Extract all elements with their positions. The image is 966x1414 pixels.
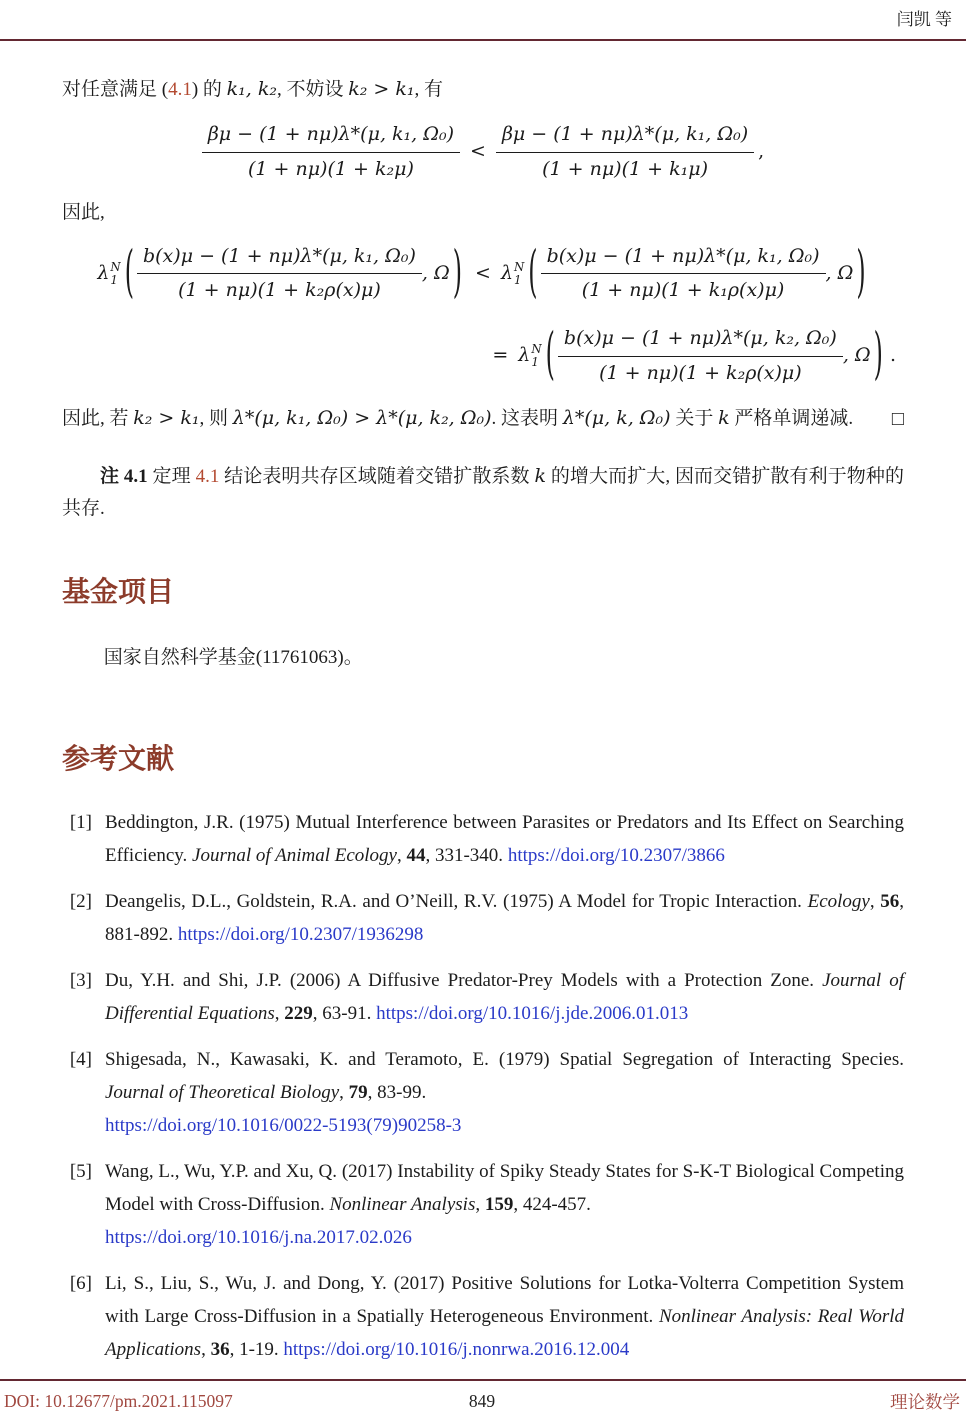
lambda-symbol: λ — [97, 261, 110, 284]
page-range: , 881-892. — [105, 891, 905, 946]
fraction — [558, 326, 843, 387]
big-left-paren: ( — [124, 238, 134, 305]
remark-text-2: 结论表明共存区域随着交错扩散系数 — [219, 465, 535, 487]
reference-citation: Du, Y.H. and Shi, J.P. (2006) A Diffusive Predator-Prey Models with a Protection Zone. — [105, 970, 823, 992]
journal-name: Ecology — [807, 891, 870, 913]
reference-number: [1] — [69, 812, 92, 834]
reference-text — [105, 885, 904, 951]
conclusion-math-3: λ*(μ, k, Ω₀) — [562, 406, 671, 429]
big-right-paren: ) — [856, 238, 866, 305]
conclusion-math-1: k₂ > k₁ — [133, 406, 200, 429]
lambda-operator — [518, 343, 541, 369]
page-range: , 424-457. — [513, 1194, 591, 1216]
denominator: (1 + nμ)(1 + k₁ρ(x)μ) — [581, 279, 785, 302]
remark-text-3: 的增大而扩大, 因而交错扩散有利于物种的共存. — [62, 465, 904, 519]
separator: , — [475, 1194, 485, 1216]
big-right-paren: ) — [873, 321, 883, 388]
reference-number: [3] — [69, 970, 92, 992]
big-left-paren: ( — [545, 321, 555, 388]
running-author: 闫凯 等 — [896, 10, 952, 29]
doi-link[interactable]: https://doi.org/10.1016/j.nonrwa.2016.12.004 — [283, 1339, 630, 1361]
doi-link[interactable]: https://doi.org/10.1016/j.na.2017.02.026 — [105, 1227, 412, 1249]
conclusion-text-3: . 这表明 — [491, 407, 563, 429]
intro-text-2: ) 的 — [191, 79, 227, 100]
intro-paragraph — [62, 75, 904, 104]
conclusion-text-4: 关于 — [670, 407, 719, 429]
equals-sign: = — [492, 344, 509, 367]
equation-ref-41[interactable]: 4.1 — [168, 79, 192, 100]
funding-section-heading: 基金项目 — [62, 576, 175, 608]
references-section-heading: 参考文献 — [62, 743, 175, 775]
intro-text-4: , 有 — [414, 79, 444, 100]
reference-citation: Wang, L., Wu, Y.P. and Xu, Q. (2017) Instability of Spiky Steady States for S-K-T Biological Competing Model with Cross-Diffusion. — [105, 1161, 904, 1216]
volume-number: 56 — [880, 891, 900, 913]
list-item — [62, 806, 904, 872]
omega-argument: , Ω — [842, 344, 871, 367]
display-equation-2 — [62, 238, 904, 305]
reference-citation: Beddington, J.R. (1975) Mutual Interference between Parasites or Predators and Its Effect on Searching Efficiency. — [105, 812, 904, 867]
lambda-subscript: 1 — [514, 272, 522, 287]
page-footer — [0, 1379, 966, 1414]
lambda-symbol: λ — [518, 344, 531, 367]
conclusion-text-5: 严格单调递减. — [729, 407, 854, 429]
journal-name: Nonlinear Analysis: Real World Applications — [105, 1306, 904, 1361]
volume-number: 79 — [348, 1082, 368, 1104]
lambda-symbol: λ — [500, 261, 513, 284]
reference-number: [4] — [69, 1049, 92, 1071]
lambda-operator — [501, 261, 524, 287]
page-range: , 63-91. — [312, 1003, 377, 1025]
doi-link[interactable]: https://doi.org/10.1016/0022-5193(79)90258-3 — [105, 1115, 462, 1137]
page-range: , 1-19. — [229, 1339, 284, 1361]
intro-math-1: k₁, k₂ — [226, 78, 277, 100]
omega-argument: , Ω — [421, 261, 450, 284]
reference-number: [2] — [69, 891, 92, 913]
list-item — [62, 1043, 904, 1142]
lambda-superscript: N — [514, 259, 525, 274]
doi-link[interactable]: https://doi.org/10.2307/1936298 — [177, 924, 424, 946]
therefore-line — [62, 199, 904, 227]
journal-name: Journal of Theoretical Biology — [105, 1082, 340, 1104]
denominator: (1 + nμ)(1 + k₂ρ(x)μ) — [178, 279, 381, 302]
reference-text — [105, 964, 904, 1030]
volume-number: 229 — [284, 1003, 313, 1025]
numerator: b(x)μ − (1 + nμ)λ*(μ, k₁, Ω₀) — [137, 244, 422, 275]
fraction-right — [496, 122, 754, 183]
display-equation-1 — [62, 122, 904, 183]
numerator: βμ − (1 + nμ)λ*(μ, k₁, Ω₀) — [496, 122, 754, 153]
omega-argument: , Ω — [825, 261, 854, 284]
remark-paragraph — [62, 460, 904, 525]
lambda-operator — [97, 261, 120, 287]
reference-citation: Li, S., Liu, S., Wu, J. and Dong, Y. (2017) Positive Solutions for Lotka-Volterra Competition System with Large Cross-Diffusion in a Spatially Heterogeneous Environment. — [105, 1273, 904, 1328]
list-item — [62, 1267, 904, 1366]
reference-text — [105, 1043, 904, 1142]
denominator: (1 + nμ)(1 + k₂μ) — [247, 157, 414, 180]
list-item — [62, 1155, 904, 1254]
doi-link[interactable]: https://doi.org/10.1016/j.jde.2006.01.013 — [376, 1003, 689, 1025]
denominator: (1 + nμ)(1 + k₂ρ(x)μ) — [599, 361, 802, 384]
numerator: βμ − (1 + nμ)λ*(μ, k₁, Ω₀) — [202, 122, 460, 153]
list-item — [62, 964, 904, 1030]
less-than-sign: < — [470, 140, 486, 163]
fraction-left — [137, 244, 422, 305]
separator: , — [869, 891, 881, 913]
conclusion-text-1: 因此, 若 — [62, 407, 134, 429]
big-right-paren: ) — [452, 238, 463, 305]
remark-text-1: 定理 — [147, 465, 196, 487]
doi-text[interactable]: DOI: 10.12677/pm.2021.115097 — [4, 1391, 233, 1412]
conclusion-paragraph — [62, 404, 904, 433]
page-range: , 83-99. — [367, 1082, 427, 1104]
denominator: (1 + nμ)(1 + k₁μ) — [542, 157, 708, 180]
fraction-left — [202, 122, 460, 183]
separator: , — [274, 1003, 285, 1025]
reference-number: [5] — [69, 1161, 92, 1183]
equation-tail: . — [889, 344, 896, 367]
lambda-subscript: 1 — [531, 355, 539, 370]
lambda-subscript: 1 — [110, 272, 118, 287]
lambda-superscript: N — [531, 342, 542, 357]
page-number: 849 — [468, 1391, 496, 1412]
separator: , — [396, 845, 407, 867]
numerator: b(x)μ − (1 + nμ)λ*(μ, k₁, Ω₀) — [541, 244, 826, 275]
reference-citation: Shigesada, N., Kawasaki, K. and Teramoto, E. (1979) Spatial Segregation of Interacting Species. — [105, 1049, 904, 1071]
big-left-paren: ( — [528, 238, 538, 305]
reference-list — [62, 806, 904, 1366]
funding-body: 国家自然科学基金(11761063)。 — [103, 646, 363, 668]
intro-text-3: , 不妨设 — [277, 79, 349, 100]
separator: , — [201, 1339, 211, 1361]
conclusion-math-2: λ*(μ, k₁, Ω₀) > λ*(μ, k₂, Ω₀) — [232, 406, 492, 429]
list-item — [62, 885, 904, 951]
lambda-superscript: N — [110, 259, 121, 274]
equation-tail: , — [758, 140, 765, 163]
journal-name: Journal of Animal Ecology — [192, 845, 397, 867]
fraction-right — [541, 244, 826, 305]
page-content — [0, 41, 966, 1379]
doi-link[interactable]: https://doi.org/10.2307/3866 — [507, 845, 725, 867]
volume-number: 36 — [210, 1339, 230, 1361]
volume-number: 159 — [484, 1194, 514, 1216]
display-equation-3 — [62, 321, 904, 388]
page-range: , 331-340. — [425, 845, 508, 867]
conclusion-text-2: , 则 — [199, 407, 233, 429]
qed-symbol: □ — [891, 407, 904, 430]
remark-label: 注 4.1 — [100, 465, 148, 487]
journal-name: Nonlinear Analysis — [329, 1194, 476, 1216]
intro-text-1: 对任意满足 ( — [62, 79, 169, 100]
reference-text — [105, 806, 904, 872]
intro-math-2: k₂ > k₁ — [348, 78, 415, 100]
journal-title: 理论数学 — [890, 1392, 960, 1413]
volume-number: 44 — [406, 845, 426, 867]
theorem-ref-41[interactable]: 4.1 — [195, 465, 220, 487]
reference-text — [105, 1267, 904, 1366]
reference-citation: Deangelis, D.L., Goldstein, R.A. and O’Neill, R.V. (1975) A Model for Tropic Interaction. — [105, 891, 808, 913]
therefore-text: 因此, — [62, 201, 105, 223]
reference-text — [105, 1155, 904, 1254]
conclusion-math-4: k — [718, 406, 730, 429]
remark-math-1: k — [534, 464, 546, 487]
reference-number: [6] — [69, 1273, 92, 1295]
separator: , — [339, 1082, 349, 1104]
numerator: b(x)μ − (1 + nμ)λ*(μ, k₂, Ω₀) — [558, 326, 843, 357]
journal-name: Journal of Differential Equations — [105, 970, 904, 1025]
less-than-sign: < — [475, 261, 491, 284]
page-header — [0, 0, 966, 41]
